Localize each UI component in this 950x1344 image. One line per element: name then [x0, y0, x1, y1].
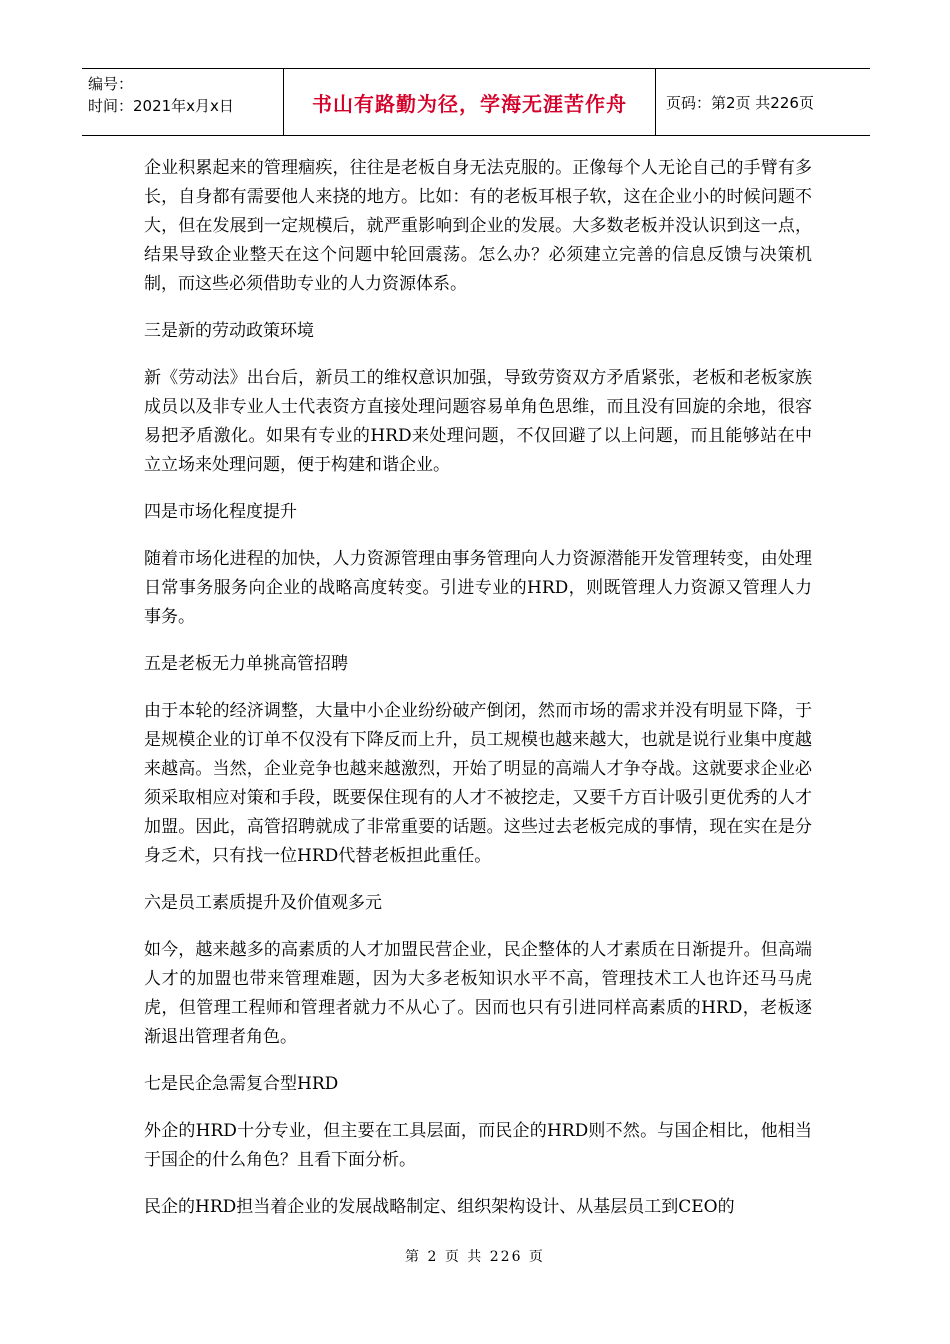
- motto-text: 书山有路勤为径，学海无涯苦作舟: [312, 91, 627, 116]
- heading-marketization: 四是市场化程度提升: [144, 502, 297, 522]
- heading-employee-quality: 六是员工素质提升及价值观多元: [144, 893, 382, 913]
- header-motto-cell: [284, 69, 656, 135]
- paragraph-labor-policy: 新《劳动法》出台后，新员工的维权意识加强，导致劳资双方矛盾紧张，老板和老板家族成员以及非专业人士代表资方直接处理问题容易单角色思维，而且没有回旋的余地，很容易把矛盾激化。如果有专业的HRD来处理问题，不仅回避了以上问题，而且能够站在中立立场来处理问题，便于构建和谐企业。: [144, 368, 812, 475]
- header-page-cell: [656, 69, 870, 135]
- paragraph-management-issues: 企业积累起来的管理痼疾，往往是老板自身无法克服的。正像每个人无论自己的手臂有多长，自身都有需要他人来挠的地方。比如：有的老板耳根子软，这在企业小的时候问题不大，但在发展到一定规模后，就严重影响到企业的发展。大多数老板并没认识到这一点，结果导致企业整天在这个问题中轮回震荡。怎么办？必须建立完善的信息反馈与决策机制，而这些必须借助专业的人力资源体系。: [144, 158, 812, 294]
- heading-composite-hrd: 七是民企急需复合型HRD: [144, 1074, 339, 1094]
- document-header: [82, 68, 870, 136]
- document-body: [144, 154, 812, 1240]
- heading-labor-policy: 三是新的劳动政策环境: [144, 321, 314, 341]
- page-footer: 第 2 页 共 226 页: [405, 1249, 545, 1265]
- header-meta-cell: [82, 69, 284, 135]
- paragraph-composite-hrd: 外企的HRD十分专业，但主要在工具层面，而民企的HRD则不然。与国企相比，他相当于国企的什么角色？且看下面分析。: [144, 1121, 812, 1170]
- heading-executive-recruitment: 五是老板无力单挑高管招聘: [144, 654, 348, 674]
- serial-number-label: 编号：: [88, 75, 134, 93]
- paragraph-hrd-duties: 民企的HRD担当着企业的发展战略制定、组织架构设计、从基层员工到CEO的: [144, 1197, 735, 1217]
- page-info: 页码：第2页 共226页: [666, 93, 814, 112]
- paragraph-marketization: 随着市场化进程的加快，人力资源管理由事务管理向人力资源潜能开发管理转变，由处理日常事务服务向企业的战略高度转变。引进专业的HRD，则既管理人力资源又管理人力事务。: [144, 549, 812, 627]
- paragraph-executive-recruitment: 由于本轮的经济调整，大量中小企业纷纷破产倒闭，然而市场的需求并没有明显下降，于是规模企业的订单不仅没有下降反而上升，员工规模也越来越大，也就是说行业集中度越来越高。当然，企业竞争也越来越激烈，开始了明显的高端人才争夺战。这就要求企业必须采取相应对策和手段，既要保住现有的人才不被挖走，又要千方百计吸引更优秀的人才加盟。因此，高管招聘就成了非常重要的话题。这些过去老板完成的事情，现在实在是分身乏术，只有找一位HRD代替老板担此重任。: [144, 701, 812, 866]
- date-label: 时间：2021年x月x日: [88, 97, 234, 115]
- paragraph-employee-quality: 如今，越来越多的高素质的人才加盟民营企业，民企整体的人才素质在日渐提升。但高端人才的加盟也带来管理难题，因为大多老板知识水平不高，管理技术工人也许还马马虎虎，但管理工程师和管理者就力不从心了。因而也只有引进同样高素质的HRD，老板逐渐退出管理者角色。: [144, 940, 812, 1047]
